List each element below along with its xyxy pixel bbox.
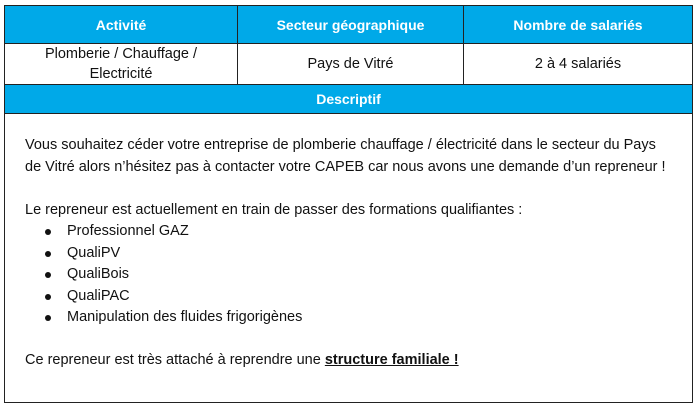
formation-label: Professionnel GAZ xyxy=(67,223,189,239)
bullet-icon xyxy=(45,272,51,278)
descriptif-header: Descriptif xyxy=(5,85,693,114)
bullet-icon xyxy=(45,315,51,321)
descriptif-body xyxy=(5,114,692,372)
formation-label: QualiPV xyxy=(67,244,121,261)
bullet-icon xyxy=(45,294,51,300)
closing-emphasis: structure familiale ! xyxy=(324,352,459,368)
bullet-icon xyxy=(45,229,51,235)
formation-label: QualiBois xyxy=(67,266,130,282)
closing-paragraph xyxy=(25,350,672,372)
formation-label: Manipulation des fluides frigorigènes xyxy=(67,309,303,325)
cell-activite xyxy=(5,44,238,85)
cell-salaries: 2 à 4 salariés xyxy=(464,44,693,85)
descriptif-row xyxy=(5,114,693,403)
listing-sheet xyxy=(4,5,692,403)
formations-lead: Le repreneur est actuellement en train de passer des formations qualifiantes : xyxy=(25,201,523,218)
header-secteur: Secteur géographique xyxy=(238,6,464,44)
list-item xyxy=(25,307,672,329)
header-salaries: Nombre de salariés xyxy=(464,6,693,44)
header-activite: Activité xyxy=(5,6,238,44)
listing-table xyxy=(4,5,693,403)
list-item xyxy=(25,286,672,308)
descriptif-header-row xyxy=(5,85,693,114)
descriptif-cell xyxy=(5,114,693,403)
spacer xyxy=(25,178,672,200)
list-item xyxy=(25,243,672,265)
table-row xyxy=(5,44,693,85)
activite-line-2: Electricité xyxy=(89,66,153,82)
header-row xyxy=(5,6,693,44)
list-item xyxy=(25,264,672,286)
list-item xyxy=(25,221,672,243)
activite-line-1: Plomberie / Chauffage / xyxy=(44,46,198,62)
intro-paragraph: Vous souhaitez céder votre entreprise de plomberie chauffage / électricité dans le secteur du Pays de Vitré alors n’hésitez pas à contacter votre CAPEB car nous avons une demande d’un repreneur ! xyxy=(25,137,666,175)
closing-text: Ce repreneur est très attaché à reprendre une xyxy=(25,352,325,368)
spacer xyxy=(25,329,672,351)
formation-label: QualiPAC xyxy=(67,287,130,304)
cell-secteur: Pays de Vitré xyxy=(238,44,464,85)
formations-list xyxy=(25,221,672,329)
bullet-icon xyxy=(45,251,51,257)
